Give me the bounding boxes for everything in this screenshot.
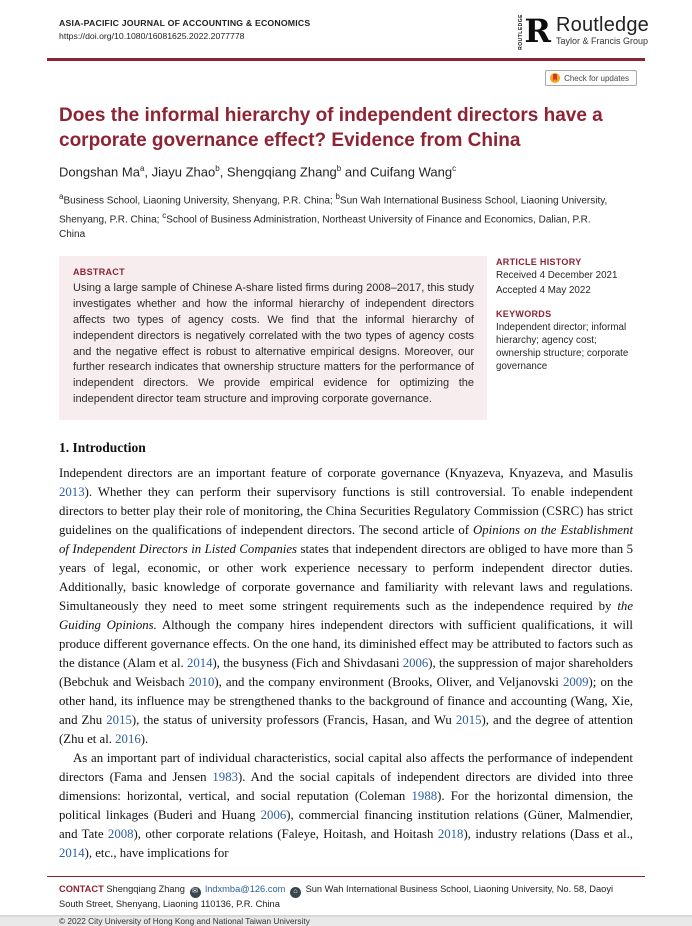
- intro-paragraph-2: [59, 749, 633, 863]
- superscript-marker: b: [336, 164, 342, 173]
- text-run: ), etc., have implications for: [84, 845, 229, 860]
- text-run: ), commercial financing institution relations (Güner, Malmendier, and Tate: [59, 807, 633, 841]
- citation-year-link[interactable]: 2015: [455, 712, 482, 727]
- publisher-text: [556, 14, 649, 46]
- article-history-block: [496, 257, 633, 297]
- address-icon: ⌂: [290, 887, 301, 898]
- text-run: ).: [140, 731, 149, 746]
- text-run: ). For the horizontal dimension, the political linkages (Buderi and Huang: [59, 788, 633, 822]
- citation-year-link[interactable]: 2006: [260, 807, 287, 822]
- text-run: Independent directors are an important feature of corporate governance (Knyazeva, Knyazeva, and Masulis: [59, 465, 633, 480]
- routledge-vertical-text: ROUTLEDGE: [518, 14, 525, 50]
- text-run: ), the suppression of major shareholders (Bebchuk and Weisbach: [59, 655, 634, 689]
- doi-link[interactable]: https://doi.org/10.1080/16081625.2022.2077778: [59, 31, 245, 41]
- keywords-text: Independent director; informal hierarchy; agency cost; ownership structure; corporate governance: [496, 322, 629, 373]
- italic-text: Opinions on the Establishment of Independent Directors in Listed Companies: [59, 522, 633, 556]
- page-header: [59, 12, 649, 56]
- text-run: ), the status of university professors (Francis, Hasan, and Wu: [131, 712, 456, 727]
- abstract-section: [59, 256, 633, 419]
- citation-year-link[interactable]: 1983: [212, 769, 238, 784]
- text-run: Dongshan Ma: [59, 164, 140, 180]
- citation-year-link[interactable]: 2009: [562, 674, 589, 689]
- text-run: Sun Wah International Business School, Liaoning University, Shenyang, P.R. China;: [59, 195, 608, 226]
- author-list: [59, 164, 633, 179]
- text-run: ). And the social capitals of independent directors are divided into three dimensions: horizontal, vertical, and social reputation (Coleman: [59, 769, 634, 803]
- text-run: As an important part of individual characteristics, social capital also affects the performance of independent directors (Fama and Jensen: [59, 750, 633, 784]
- citation-year-link[interactable]: 2013: [59, 484, 85, 499]
- contact-address: Sun Wah International Business School, Liaoning University, No. 58, Daoyi South Street, Shenyang, Liaoning 110136, P.R. China: [59, 884, 614, 909]
- crossmark-icon: [550, 73, 560, 83]
- contact-note: [59, 883, 633, 911]
- superscript-marker: a: [59, 192, 64, 202]
- article-history-heading: ARTICLE HISTORY: [496, 257, 582, 268]
- text-run: ). Whether they can perform their supervisory functions is still controversial. To enable independent directors to better play their role of monitoring, the China Securities Regulatory Commission (CSRC) has strict guidelines on the qualifications of independent directors. The second article of: [59, 484, 633, 537]
- keywords-heading: KEYWORDS: [496, 309, 552, 320]
- abstract-heading: ABSTRACT: [73, 267, 125, 278]
- citation-year-link[interactable]: 2014: [59, 845, 85, 860]
- superscript-marker: c: [452, 164, 457, 173]
- copyright-line: © 2022 City University of Hong Kong and National Taiwan University: [59, 916, 310, 926]
- footer-divider: [47, 876, 645, 878]
- superscript-marker: a: [139, 164, 145, 173]
- citation-year-link[interactable]: 2014: [186, 655, 213, 670]
- text-run: Although the company hires independent directors with sufficient qualifications, it will produce different governance effects. On the one hand, its diminished effect may be attributed to factors such as the distance (Alam et al.: [59, 617, 633, 670]
- text-run: , Shengqiang Zhang: [219, 164, 337, 180]
- text-run: Business School, Liaoning University, Shenyang, P.R. China;: [63, 195, 336, 207]
- text-run: ), the busyness (Fich and Shivdasani: [212, 655, 403, 670]
- contact-name: Shengqiang Zhang: [106, 884, 185, 895]
- text-run: states that independent directors are obliged to have more than 5 years of legal, economic, or other work experience necessary to perform independent director duties. Additionally, basic knowledge of corporate governance and familiarity with relevant laws and regulations. Simultaneously they need to meet some stringent requirements such as the independence required by: [59, 541, 633, 613]
- check-for-updates-button[interactable]: [545, 70, 637, 86]
- publisher-group: Taylor & Francis Group: [556, 36, 649, 46]
- contact-email-link[interactable]: lndxmba@126.com: [205, 884, 286, 895]
- badge-row: [59, 70, 637, 86]
- superscript-marker: c: [162, 211, 167, 221]
- accepted-date: Accepted 4 May 2022: [496, 285, 591, 297]
- text-run: ), other corporate relations (Faleye, Hoitash, and Hoitash: [133, 826, 438, 841]
- contact-label: CONTACT: [59, 884, 104, 895]
- journal-info: [59, 14, 310, 41]
- publisher-name: Routledge: [556, 14, 649, 36]
- routledge-r-icon: R: [524, 12, 552, 50]
- header-divider: [47, 58, 645, 61]
- citation-year-link[interactable]: 2006: [402, 655, 429, 670]
- text-run: ), industry relations (Dass et al.,: [463, 826, 633, 841]
- citation-year-link[interactable]: 2015: [106, 712, 132, 727]
- keywords-block: [496, 309, 633, 373]
- received-date: Received 4 December 2021: [496, 270, 618, 282]
- text-run: , Jiayu Zhao: [144, 164, 216, 180]
- text-run: ), and the company environment (Brooks, Oliver, and Veljanovski: [214, 674, 563, 689]
- superscript-marker: b: [335, 192, 340, 202]
- article-meta-column: [496, 256, 633, 419]
- abstract-text: Using a large sample of Chinese A-share listed firms during 2008–2017, this study investigates whether and how the informal hierarchy of independent directors affects two types of agency costs. We find that the informal hierarchy of independent directors is negatively correlated with the two types of agency costs and the negative effect is robust to alternative empirical designs. Moreover, our further research indicates that ownership structure matters for the performance of independent directors. We provide empirical evidence for optimizing the independent director team structure and improving corporate governance.: [73, 282, 474, 406]
- text-run: ), and the degree of attention (Zhu et al.: [59, 712, 633, 746]
- superscript-marker: b: [215, 164, 220, 173]
- email-icon: ✉: [190, 887, 201, 898]
- citation-year-link[interactable]: 2008: [107, 826, 134, 841]
- check-for-updates-label: Check for updates: [564, 73, 629, 83]
- affiliations: [59, 190, 619, 242]
- citation-year-link[interactable]: 1988: [411, 788, 438, 803]
- italic-text: the Guiding Opinions.: [59, 598, 633, 632]
- text-run: School of Business Administration, Northeast University of Finance and Economics, Dalian, P.R. China: [59, 214, 591, 240]
- text-run: and Cuifang Wang: [341, 164, 453, 180]
- citation-year-link[interactable]: 2018: [437, 826, 464, 841]
- intro-paragraph-1: [59, 464, 633, 749]
- section-heading-introduction: 1. Introduction: [59, 439, 146, 455]
- citation-year-link[interactable]: 2010: [188, 674, 215, 689]
- routledge-logo: [518, 14, 649, 50]
- abstract-box: [59, 256, 487, 419]
- text-run: ); on the other hand, its influence may be strengthened thanks to the background of finance and accounting (Wang, Xie, and Zhu: [59, 674, 633, 727]
- citation-year-link[interactable]: 2016: [115, 731, 141, 746]
- journal-name: ASIA-PACIFIC JOURNAL OF ACCOUNTING & ECONOMICS: [59, 18, 311, 28]
- article-title: Does the informal hierarchy of independent directors have a corporate governance effect? Evidence from China: [59, 105, 603, 151]
- routledge-mark: [518, 14, 551, 50]
